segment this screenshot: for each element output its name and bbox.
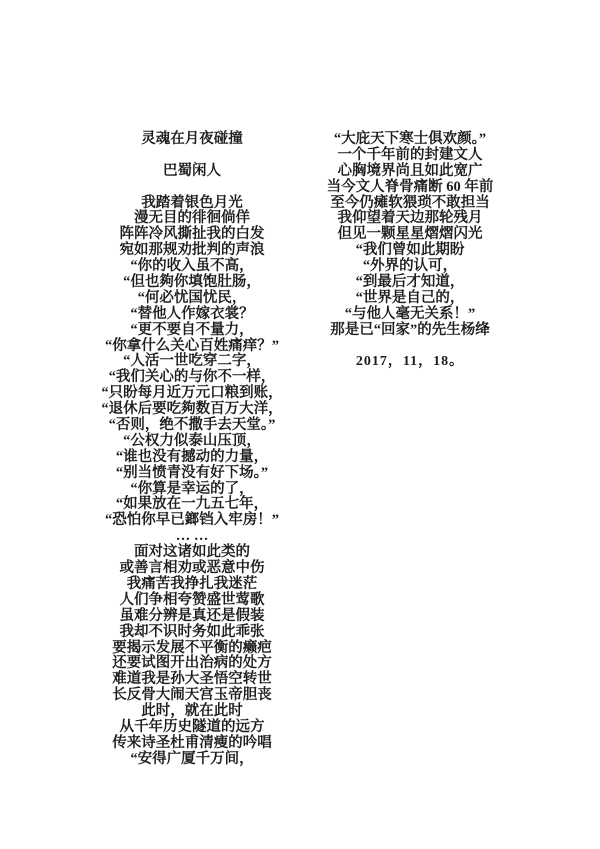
poem-line: 或善言相劝或恶意中伤: [119, 560, 265, 577]
poem-line: 还要试图开出治病的处方: [112, 655, 272, 672]
poem-line: 至今仍瘫软猥琐不敢担当: [330, 194, 490, 211]
poem-line: “何必忧国忧民，: [137, 289, 247, 306]
poem-line: “你的收入虽不高，: [130, 258, 254, 275]
poem-line: 我踏着银色月光: [141, 194, 243, 211]
poem-line: “你拿什么关心百姓痛痒？”: [105, 337, 279, 354]
poem-line: 长反骨大闹天宫玉帝胆丧: [112, 687, 272, 704]
poem-line: “你算是幸运的了，: [130, 480, 254, 497]
poem-line: “谁也没有撼动的力量，: [115, 448, 269, 465]
poem-line: “我们关心的与你不一样，: [108, 369, 276, 386]
poem-line: “替他人作嫁衣裳？: [130, 305, 254, 322]
blank-line: [32, 180, 352, 196]
poem-line: “人活一世吃穿二字，: [123, 353, 261, 370]
poem-line: 要揭示发展不平衡的癞疤: [112, 639, 272, 656]
poem-line: 一个千年前的封建文人: [337, 146, 483, 163]
poem-line: “只盼每月近万元口粮到账，: [101, 385, 283, 402]
poem-line: “世界是自己的，: [355, 289, 465, 306]
poem-line: “退休后要吃夠数百万大洋，: [101, 401, 283, 418]
poem-line: 传来诗圣杜甫清瘦的吟唱: [112, 734, 272, 751]
left-column-lines: [32, 196, 352, 768]
poem-line: “大庇天下寒士俱欢颜。”: [333, 131, 487, 147]
poem-line: … …: [175, 528, 209, 545]
poem-line: “如果放在一九五七年，: [115, 496, 269, 513]
poem-line: “否则，绝不撒手去天堂。”: [108, 417, 276, 434]
poem-line: “安得广厦千万间，: [130, 750, 254, 767]
left-column: [32, 132, 352, 768]
poem-line: 阵阵冷风撕扯我的白发: [119, 226, 265, 243]
poem-line: 我痛苦我挣扎我迷茫: [126, 575, 258, 592]
poem-line: 此时，就在此时: [141, 703, 243, 720]
poem-line: 心胸境界尚且如此宽广: [337, 162, 483, 179]
poem-line: 那是已“回家”的先生杨绛: [330, 321, 490, 338]
poem-author: 巴蜀闲人: [163, 162, 221, 179]
poem-line: 当今文人脊骨痛断 60 年前: [326, 178, 494, 195]
poem-line: 难道我是孙大圣悟空转世: [112, 671, 272, 688]
poem-line: “更不要自不量力，: [130, 321, 254, 338]
poem-line: 我仰望着天边那轮残月: [337, 210, 483, 227]
blank-line: [310, 339, 510, 355]
poem-line: 人们争相夸赞盛世莺歌: [119, 591, 265, 608]
poem-line: 面对这诸如此类的: [134, 544, 250, 561]
poem-line: “别当愤青没有好下场。”: [115, 464, 269, 481]
poem-line: 我却不识时务如此乖张: [119, 623, 265, 640]
poem-line: “我们曾如此期盼: [355, 242, 465, 259]
poem-line: “外界的认可，: [362, 258, 458, 275]
blank-line: [32, 148, 352, 164]
poem-date: 2017，11，18。: [355, 354, 465, 370]
right-column: [310, 132, 510, 370]
poem-line: 漫无目的徘徊倘佯: [134, 210, 250, 227]
poem-line: 从千年历史隧道的远方: [119, 718, 265, 735]
poem-line: 虽难分辨是真还是假装: [119, 607, 265, 624]
right-column-lines: [310, 132, 510, 339]
poem-line: “但也夠你填饱肚肠，: [123, 274, 261, 291]
poem-line: “公权力似泰山压顶，: [123, 432, 261, 449]
poem-title: 灵魂在月夜碰撞: [141, 131, 243, 147]
poem-line: 宛如那规劝批判的声浪: [119, 242, 265, 259]
poem-line: “与他人毫无关系！”: [344, 305, 476, 322]
poem-line: 但见一颗星星熠熠闪光: [337, 226, 483, 243]
poem-line: “到最后才知道，: [355, 274, 465, 291]
poem-line: “恐怕你早已鎯铛入牢房！”: [105, 512, 279, 529]
